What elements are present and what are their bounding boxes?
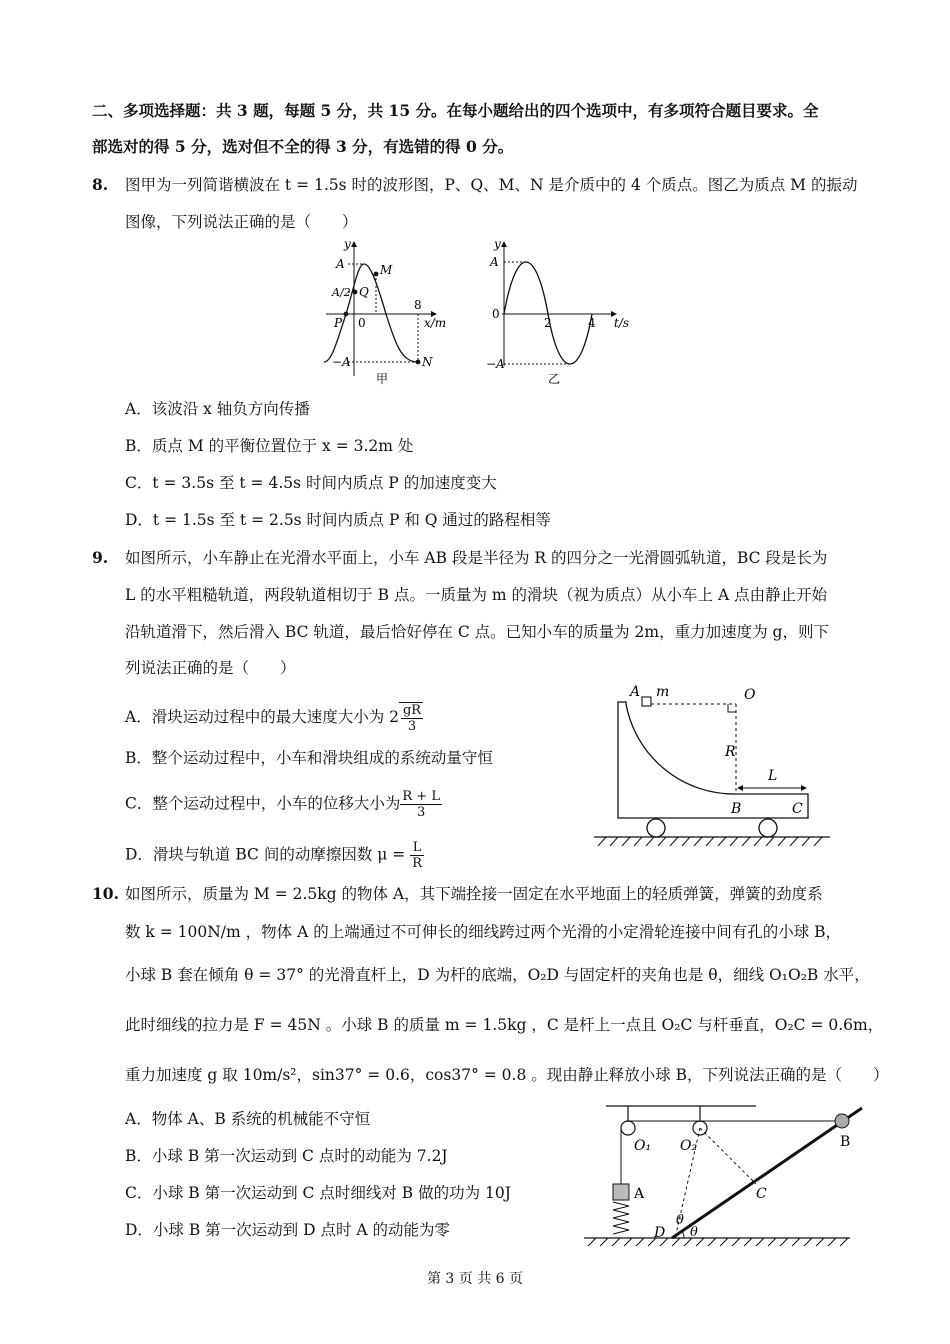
page-footer: 第 3 页 共 6 页	[426, 1271, 524, 1287]
q10-stem-line2: 数 k = 100N/m ，物体 A 的上端通过不可伸长的细线跨过两个光滑的小定滑轮连接中间有孔的小球 B，	[125, 923, 842, 941]
q9-option-c	[125, 789, 442, 820]
q9-figure-cart	[588, 680, 838, 852]
yi-label-zero: 0	[492, 307, 500, 321]
q10-number: 10.	[92, 884, 119, 903]
q10-option-d: D．小球 B 第一次运动到 D 点时 A 的动能为零	[125, 1221, 451, 1239]
jia-label-y: y	[344, 237, 351, 251]
q9-stem-line1: 如图所示，小车静止在光滑水平面上，小车 AB 段是半径为 R 的四分之一光滑圆弧轨道，BC 段是长为	[125, 549, 828, 567]
q8-option-b: B．质点 M 的平衡位置位于 x = 3.2m 处	[125, 437, 414, 455]
q9-option-a-den: 3	[407, 719, 417, 734]
q10-figure	[584, 1098, 874, 1258]
q10-stem-line4: 此时细线的拉力是 F = 45N 。小球 B 的质量 m = 1.5kg ，C 是杆上一点且 O₂C 与杆垂直，O₂C = 0.6m，	[125, 1016, 884, 1034]
q8-option-a: A．该波沿 x 轴负方向传播	[125, 400, 310, 418]
q8-figure-jia	[318, 236, 458, 386]
q9-option-c-num: R + L	[402, 789, 440, 804]
q10-spring	[613, 1202, 629, 1234]
q10-label-B: B	[840, 1134, 851, 1150]
q9-stem-line3: 沿轨道滑下，然后滑入 BC 轨道，最后恰好停在 C 点。已知小车的质量为 2m，重力加速度为 g，则下	[125, 623, 829, 641]
q9-label-B: B	[731, 801, 742, 817]
q9-ground-hatch	[598, 837, 822, 846]
q10-angle-arc	[682, 1231, 684, 1238]
q9-stem-line2: L 的水平粗糙轨道，两段轨道相切于 B 点。一质量为 m 的滑块（视为质点）从小车上 A 点由静止开始	[125, 586, 828, 604]
jia-point-P	[344, 312, 349, 317]
q9-option-c-frac	[400, 789, 442, 820]
q10-stem-line1: 如图所示，质量为 M = 2.5kg 的物体 A，其下端拴接一固定在水平地面上的轻质弹簧，弹簧的劲度系	[125, 885, 823, 903]
jia-label-N: N	[422, 355, 433, 369]
q10-option-c: C．小球 B 第一次运动到 C 点时细线对 B 做的功为 10J	[125, 1184, 511, 1202]
q9-slider-block	[642, 697, 651, 706]
q10-label-theta-2: θ	[690, 1225, 698, 1240]
q10-label-theta-1: θ	[676, 1213, 684, 1228]
q9-label-L: L	[768, 768, 778, 784]
jia-label-M: M	[380, 263, 393, 277]
q9-stem-line4: 列说法正确的是（ ）	[125, 659, 296, 677]
q10-option-a: A．物体 A、B 系统的机械能不守恒	[125, 1110, 371, 1128]
q10-option-b: B．小球 B 第一次运动到 C 点时的动能为 7.2J	[125, 1147, 448, 1165]
yi-caption: 乙	[548, 372, 561, 386]
q10-label-A: A	[634, 1186, 645, 1202]
q9-label-A: A	[630, 684, 641, 700]
q9-option-c-text: C．整个运动过程中，小车的位移大小为	[125, 794, 401, 813]
q9-option-d-den: R	[412, 856, 422, 871]
jia-caption: 甲	[376, 372, 389, 386]
yi-label-negA: −A	[486, 357, 505, 371]
jia-point-N	[416, 360, 421, 365]
q10-ball-B	[835, 1114, 849, 1128]
section-title-line1: 二、多项选择题：共 3 题，每题 5 分，共 15 分。在每小题给出的四个选项中，有多项符合题目要求。全	[92, 101, 819, 120]
jia-label-Q: Q	[359, 285, 369, 299]
q10-label-C: C	[756, 1186, 767, 1202]
yi-label-y: y	[494, 237, 501, 251]
q9-option-a-frac	[401, 703, 423, 734]
q9-wheel-left	[647, 819, 665, 837]
jia-label-P: P	[334, 316, 343, 330]
q9-option-a-text: A．滑块运动过程中的最大速度大小为 2	[125, 708, 399, 726]
q9-option-a-sqrt	[399, 702, 423, 734]
jia-point-Q	[353, 290, 358, 295]
q9-option-d	[125, 840, 424, 871]
jia-label-half-A: A/2	[332, 286, 351, 299]
q10-stem-line5: 重力加速度 g 取 10m/s²，sin37° = 0.6，cos37° = 0.8 。现由静止释放小球 B，下列说法正确的是（ ）	[125, 1066, 889, 1084]
yi-label-A: A	[490, 255, 499, 269]
q10-block-A	[613, 1184, 629, 1200]
q9-right-angle	[728, 704, 736, 712]
q8-number: 8.	[92, 175, 109, 194]
jia-label-eight: 8	[414, 298, 422, 312]
q10-pulley-O1	[621, 1121, 635, 1135]
q9-cart-body	[618, 702, 808, 818]
q8-stem-line1: 图甲为一列简谐横波在 t = 1.5s 时的波形图，P、Q、M、N 是介质中的 4 个质点。图乙为质点 M 的振动	[125, 176, 858, 194]
yi-label-two: 2	[544, 316, 552, 330]
q9-number: 9.	[92, 548, 109, 567]
q9-option-d-text: D．滑块与轨道 BC 间的动摩擦因数 μ =	[125, 845, 406, 864]
yi-label-t: t/s	[614, 316, 630, 330]
q10-stem-line3: 小球 B 套在倾角 θ = 37° 的光滑直杆上，D 为杆的底端，O₂D 与固定杆的夹角也是 θ，细线 O₁O₂B 水平，	[125, 966, 870, 984]
jia-wave-curve	[324, 264, 418, 362]
jia-point-M	[374, 272, 379, 277]
q9-label-m: m	[656, 684, 670, 700]
q8-option-c: C．t = 3.5s 至 t = 4.5s 时间内质点 P 的加速度变大	[125, 474, 497, 492]
yi-vibration-curve	[504, 262, 592, 364]
q9-option-b: B．整个运动过程中，小车和滑块组成的系统动量守恒	[125, 749, 493, 767]
q10-dash-O2C	[700, 1128, 756, 1184]
q8-figure-yi	[486, 236, 636, 386]
jia-label-x: x/m	[424, 316, 447, 330]
q9-label-R: R	[725, 744, 736, 760]
q10-rod	[672, 1108, 862, 1238]
q9-option-a-num: gR	[402, 703, 422, 718]
q9-label-C: C	[792, 801, 803, 817]
q9-label-O: O	[744, 687, 756, 703]
yi-label-four: 4	[588, 316, 596, 330]
q9-option-d-frac	[410, 840, 424, 871]
q9-wheel-right	[759, 819, 777, 837]
q9-option-d-num: L	[410, 840, 424, 856]
q9-option-c-den: 3	[417, 805, 426, 820]
q10-label-O1: O₁	[634, 1138, 652, 1154]
section-title-line2: 部选对的得 5 分，选对但不全的得 3 分，有选错的得 0 分。	[92, 137, 514, 156]
q9-option-a	[125, 702, 423, 734]
jia-label-negA: −A	[332, 355, 351, 369]
jia-label-A: A	[336, 257, 345, 271]
jia-label-zero: 0	[358, 316, 366, 330]
q8-option-d: D．t = 1.5s 至 t = 2.5s 时间内质点 P 和 Q 通过的路程相等	[125, 511, 551, 529]
q8-stem-line2: 图像，下列说法正确的是（ ）	[125, 213, 358, 231]
q10-label-D: D	[654, 1225, 666, 1241]
q10-ground-hatch	[588, 1238, 848, 1246]
q10-label-O2: O₂	[680, 1138, 698, 1154]
